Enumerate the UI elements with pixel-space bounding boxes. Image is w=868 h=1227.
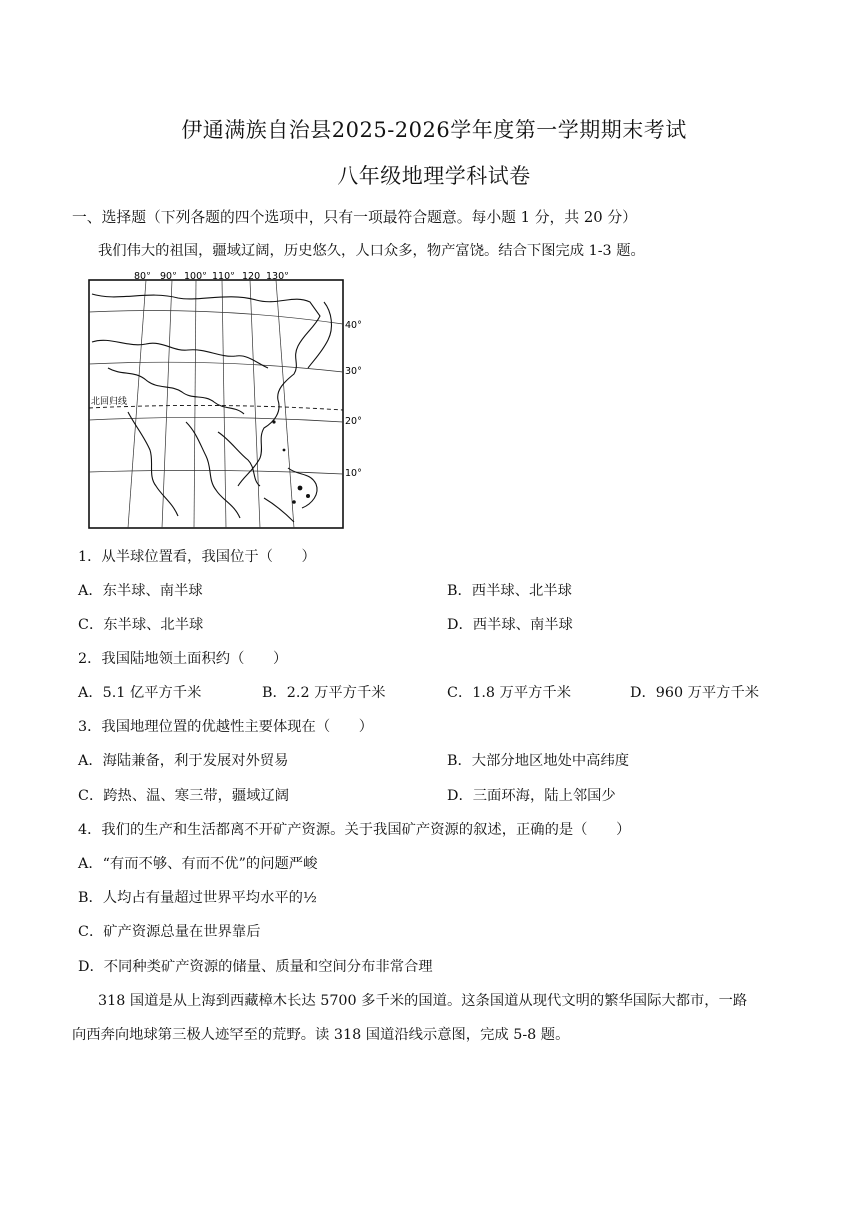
question-4-option-d[interactable]: D．不同种类矿产资源的储量、质量和空间分布非常合理 xyxy=(78,959,433,975)
passage-line-1: 318 国道是从上海到西藏樟木长达 5700 多千米的国道。这条国道从现代文明的繁华国际大都市，一路 xyxy=(98,993,748,1009)
question-1-option-d[interactable]: D．西半球、南半球 xyxy=(447,617,573,633)
question-4-option-a[interactable]: A．“有而不够、有而不优”的问题严峻 xyxy=(78,856,318,872)
lat-label-10: 10° xyxy=(345,468,362,479)
question-4-stem: 4．我们的生产和生活都离不开矿产资源。关于我国矿产资源的叙述，正确的是（ ） xyxy=(78,822,631,838)
lon-label-100: 100° xyxy=(184,272,207,282)
east-asia-map xyxy=(88,272,370,530)
question-1-option-a[interactable]: A．东半球、南半球 xyxy=(78,583,203,599)
passage-line-2: 向西奔向地球第三极人迹罕至的荒野。读 318 国道沿线示意图，完成 5-8 题。 xyxy=(72,1027,570,1043)
question-2-option-a[interactable]: A．5.1 亿平方千米 xyxy=(78,685,202,701)
question-1-option-c[interactable]: C．东半球、北半球 xyxy=(78,617,204,633)
lon-label-90: 90° xyxy=(160,272,177,282)
question-2-option-d[interactable]: D．960 万平方千米 xyxy=(630,685,760,701)
question-3-option-a[interactable]: A．海陆兼备，利于发展对外贸易 xyxy=(78,753,289,769)
question-2-stem: 2．我国陆地领土面积约（ ） xyxy=(78,651,288,667)
question-1-option-b[interactable]: B．西半球、北半球 xyxy=(447,583,572,599)
question-4-option-c[interactable]: C．矿产资源总量在世界靠后 xyxy=(78,924,261,940)
question-3-stem: 3．我国地理位置的优越性主要体现在（ ） xyxy=(78,719,374,735)
question-1-stem: 1．从半球位置看，我国位于（ ） xyxy=(78,549,316,565)
question-3-option-c[interactable]: C．跨热、温、寒三带，疆域辽阔 xyxy=(78,788,290,804)
lon-label-120: 120 xyxy=(242,272,261,282)
section-heading: 一、选择题（下列各题的四个选项中，只有一项最符合题意。每小题 1 分，共 20 分） xyxy=(72,209,637,226)
lon-label-80: 80° xyxy=(134,272,151,282)
question-4-option-b[interactable]: B．人均占有量超过世界平均水平的½ xyxy=(78,890,317,906)
question-3-option-b[interactable]: B．大部分地区地处中高纬度 xyxy=(447,753,630,769)
question-2-option-c[interactable]: C．1.8 万平方千米 xyxy=(447,685,572,701)
tropic-label: 北回归线 xyxy=(91,397,128,407)
lon-label-110: 110° xyxy=(212,272,235,282)
exam-title: 伊通满族自治县2025-2026学年度第一学期期末考试 xyxy=(181,118,687,142)
map-figure xyxy=(88,272,370,530)
lon-label-130: 130° xyxy=(266,272,289,282)
lat-label-40: 40° xyxy=(345,320,362,331)
section-intro: 我们伟大的祖国，疆域辽阔，历史悠久，人口众多，物产富饶。结合下图完成 1-3 题。 xyxy=(98,243,645,259)
lat-label-30: 30° xyxy=(345,366,362,377)
exam-subtitle: 八年级地理学科试卷 xyxy=(337,164,531,188)
question-3-option-d[interactable]: D．三面环海，陆上邻国少 xyxy=(447,788,616,804)
lat-label-20: 20° xyxy=(345,416,362,427)
question-2-option-b[interactable]: B．2.2 万平方千米 xyxy=(262,685,386,701)
